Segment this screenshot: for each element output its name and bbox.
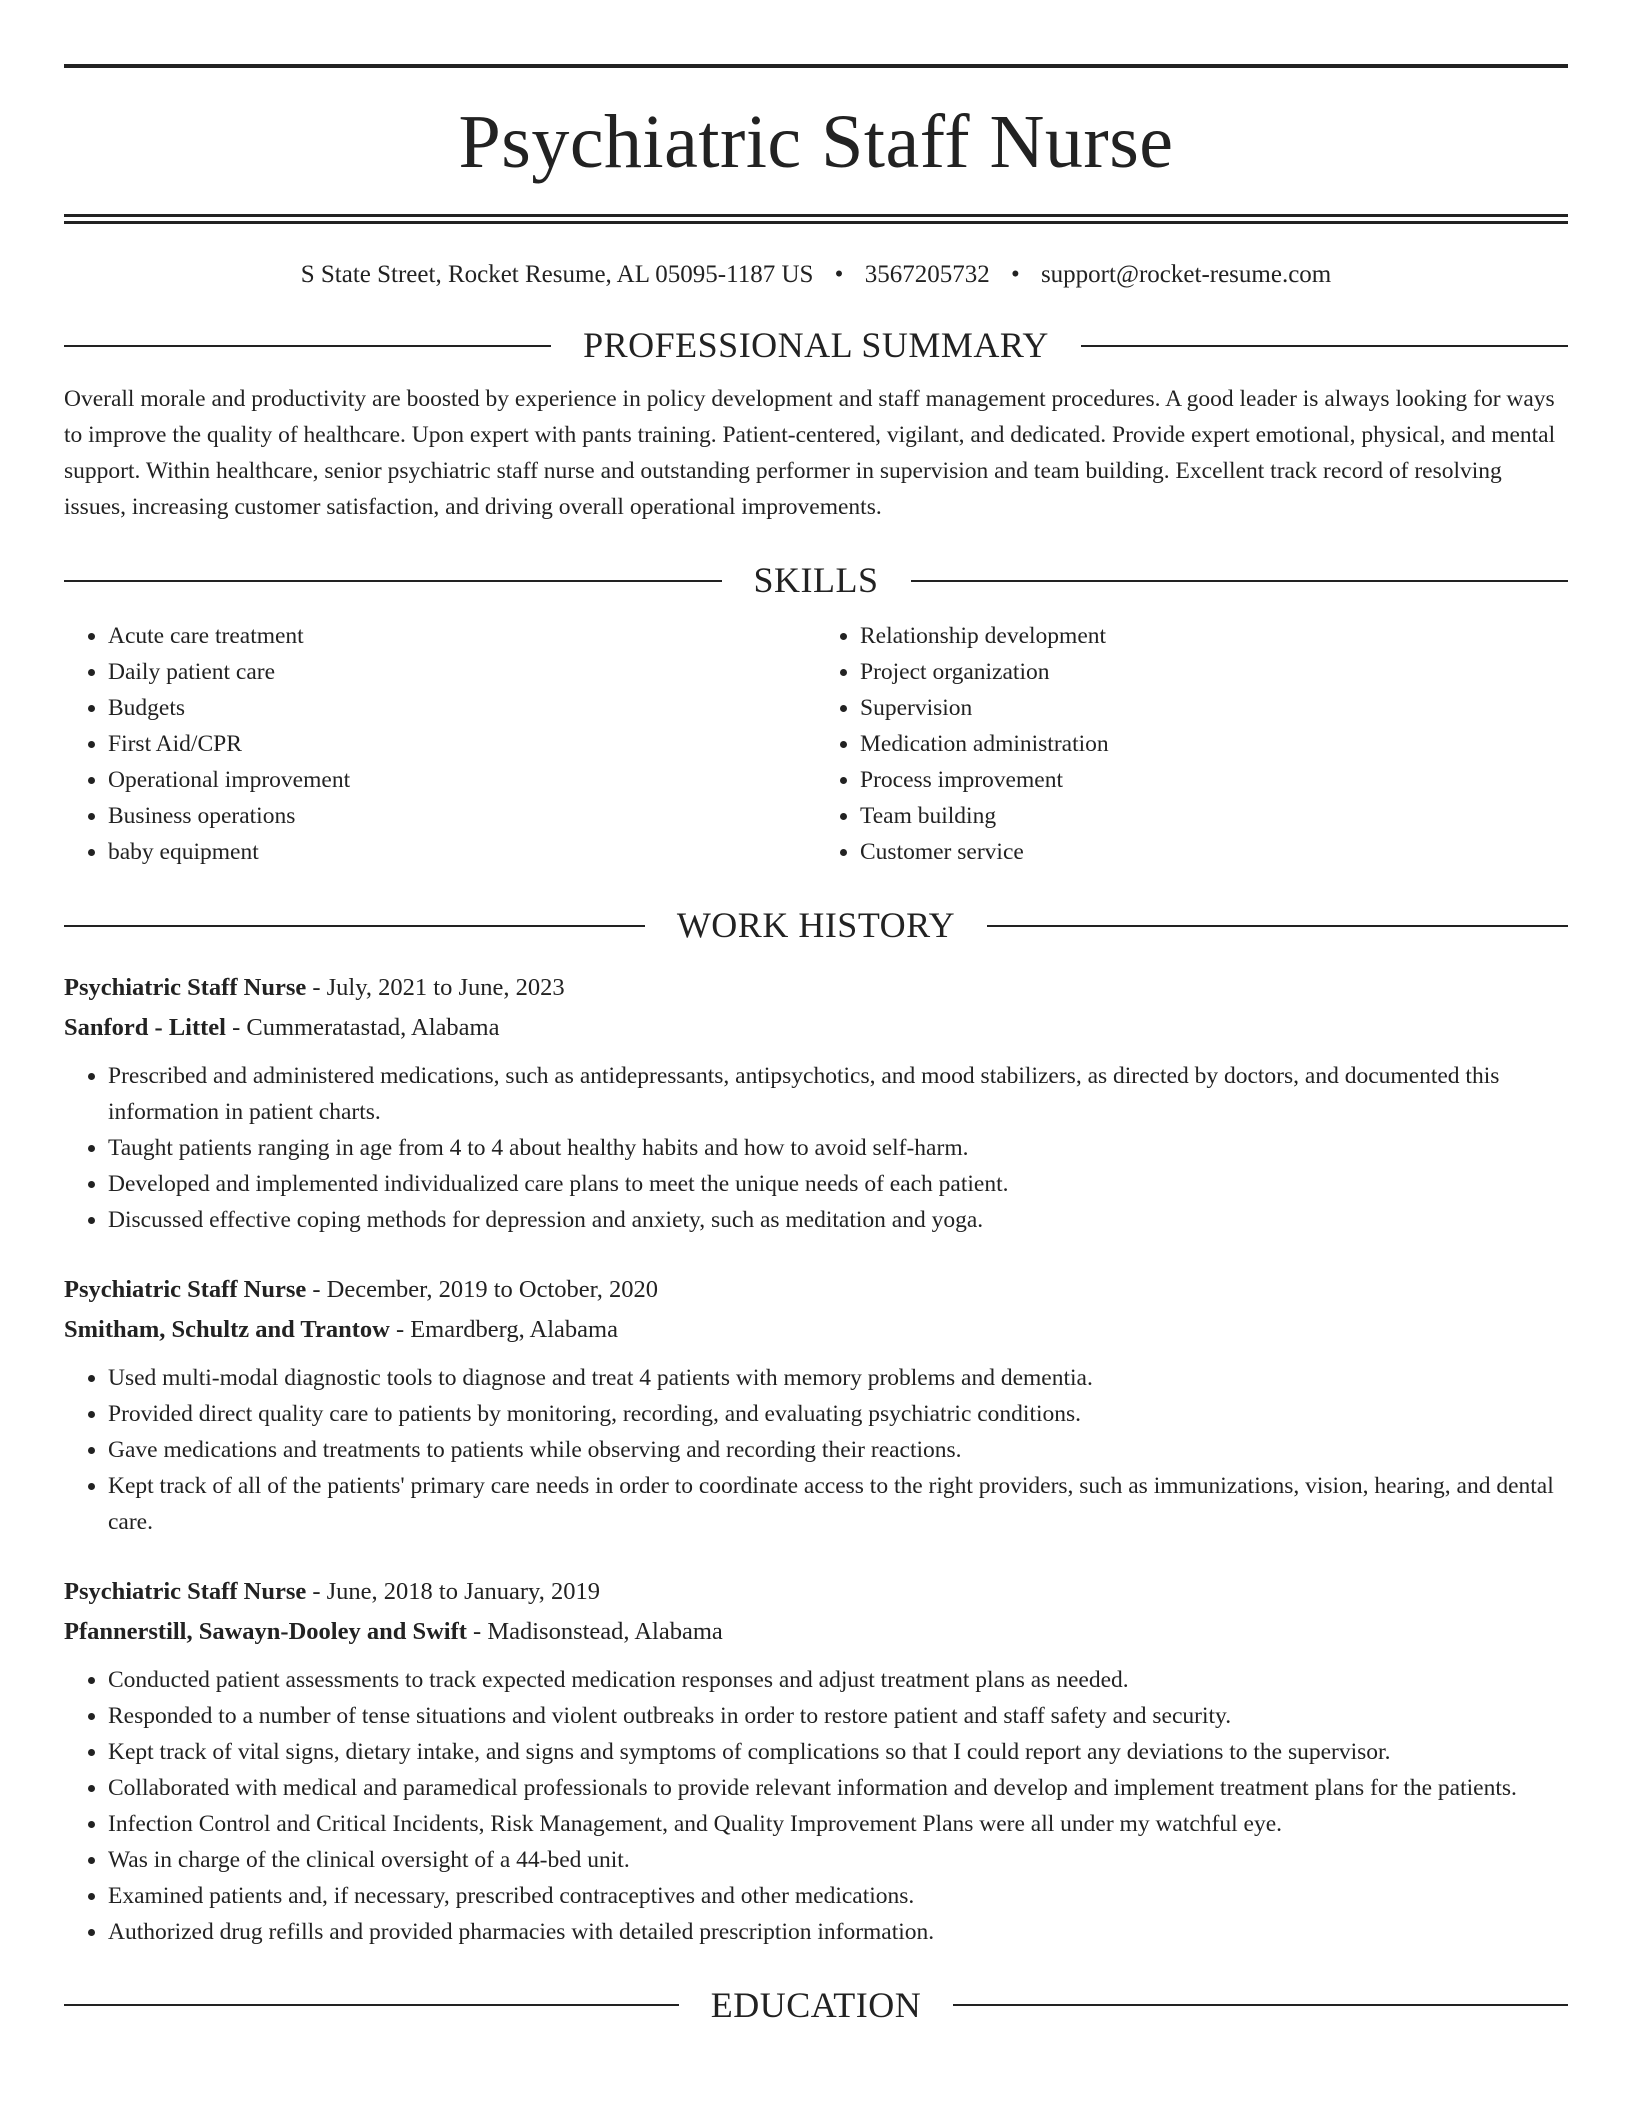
education-heading <box>64 1984 1568 2027</box>
job-location: - Cummeratastad, Alabama <box>225 1013 500 1041</box>
heading-rule <box>64 925 645 927</box>
candidate-name: Psychiatric Staff Nurse <box>458 100 1174 184</box>
job-bullet: • Provided direct quality care to patients by monitoring, recording, and evaluating psychiatric conditions. <box>108 1396 1568 1432</box>
job-dates: - June, 2018 to January, 2019 <box>306 1577 600 1605</box>
heading-rule <box>1081 345 1568 347</box>
job-dates: - December, 2019 to October, 2020 <box>306 1275 659 1303</box>
heading-rule <box>953 2004 1568 2006</box>
job-bullet: • Taught patients ranging in age from 4 to 4 about healthy habits and how to avoid self-harm. <box>108 1130 1568 1166</box>
work-history-title: WORK HISTORY <box>676 905 956 946</box>
skills-heading <box>64 559 1568 602</box>
job-bullet: • Examined patients and, if necessary, prescribed contraceptives and other medications. <box>108 1878 1568 1914</box>
job-location: - Emardberg, Alabama <box>389 1315 618 1343</box>
job-bullet: • Discussed effective coping methods for depression and anxiety, such as meditation and yoga. <box>108 1202 1568 1238</box>
skill-item: • Customer service <box>860 834 1568 870</box>
skill-item: • Process improvement <box>860 762 1568 798</box>
summary-title: PROFESSIONAL SUMMARY <box>583 325 1049 365</box>
job-bullet: • Responded to a number of tense situations and violent outbreaks in order to restore patient and staff safety and security. <box>108 1698 1568 1734</box>
heading-rule <box>64 345 551 347</box>
job-title-line <box>64 1572 1568 1612</box>
contact-separator: • <box>834 261 844 288</box>
heading-rule <box>911 580 1569 582</box>
job-bullets <box>64 1662 1568 1950</box>
job-bullet: • Conducted patient assessments to track expected medication responses and adjust treatment plans as needed. <box>108 1662 1568 1698</box>
education-title: EDUCATION <box>710 1984 922 2025</box>
summary-text: Overall morale and productivity are boosted by experience in policy development and staff management procedures. A good leader is always looking for ways to improve the quality of healthcare. Upon expert with pants training. Patient-centered, vigilant, and dedicated. Provide expert emotional, physical, and mental support. Within healthcare, senior psychiatric staff nurse and outstanding performer in supervision and team building. Excellent track record of resolving issues, increasing customer satisfaction, and driving overall operational improvements. <box>64 386 1556 521</box>
work-history-heading <box>64 904 1568 947</box>
skill-item: • Team building <box>860 798 1568 834</box>
contact-address: S State Street, Rocket Resume, AL 05095-1187 US <box>300 261 814 288</box>
skill-item: • baby equipment <box>108 834 816 870</box>
job-bullets <box>64 1058 1568 1238</box>
contact-separator: • <box>1010 261 1020 288</box>
job-bullet: • Gave medications and treatments to patients while observing and recording their reactions. <box>108 1432 1568 1468</box>
contact-line <box>64 260 1568 290</box>
skill-item: • Relationship development <box>860 618 1568 654</box>
skills-column-right <box>816 618 1568 870</box>
heading-rule <box>64 580 722 582</box>
skills-column-left <box>64 618 816 870</box>
skill-item: • First Aid/CPR <box>108 726 816 762</box>
skill-item: • Project organization <box>860 654 1568 690</box>
contact-email[interactable]: support@rocket-resume.com <box>1040 261 1332 288</box>
skill-item: • Operational improvement <box>108 762 816 798</box>
job-dates: - July, 2021 to June, 2023 <box>306 973 565 1001</box>
job-company-line <box>64 1310 1568 1350</box>
job-bullet: • Was in charge of the clinical oversight of a 44-bed unit. <box>108 1842 1568 1878</box>
skills-title: SKILLS <box>753 560 879 601</box>
skill-item: • Business operations <box>108 798 816 834</box>
job-bullet: • Used multi-modal diagnostic tools to diagnose and treat 4 patients with memory problems and dementia. <box>108 1360 1568 1396</box>
heading-rule <box>987 925 1568 927</box>
skill-item: • Acute care treatment <box>108 618 816 654</box>
double-rule <box>64 214 1568 224</box>
heading-rule <box>64 2004 679 2006</box>
job-title-line <box>64 968 1568 1008</box>
job-entry <box>64 1572 1568 1950</box>
job-bullet: • Collaborated with medical and paramedical professionals to provide relevant information and develop and implement treatment plans for the patients. <box>108 1770 1568 1806</box>
skill-item: • Budgets <box>108 690 816 726</box>
job-bullets <box>64 1360 1568 1540</box>
skills-list <box>64 618 1568 870</box>
job-company: Smitham, Schultz and Trantow <box>64 1315 390 1343</box>
job-location: - Madisonstead, Alabama <box>466 1617 723 1645</box>
skill-item: • Daily patient care <box>108 654 816 690</box>
job-bullet: • Prescribed and administered medications, such as antidepressants, antipsychotics, and mood stabilizers, as directed by doctors, and documented this information in patient charts. <box>108 1058 1568 1130</box>
job-company: Sanford - Littel <box>64 1013 226 1041</box>
job-company-line <box>64 1612 1568 1652</box>
job-title: Psychiatric Staff Nurse <box>64 973 307 1001</box>
job-bullet: • Developed and implemented individualized care plans to meet the unique needs of each patient. <box>108 1166 1568 1202</box>
skill-item: • Supervision <box>860 690 1568 726</box>
job-company-line <box>64 1008 1568 1048</box>
job-title: Psychiatric Staff Nurse <box>64 1275 307 1303</box>
job-bullet: • Kept track of all of the patients' primary care needs in order to coordinate access to the right providers, such as immunizations, vision, hearing, and dental care. <box>108 1468 1568 1540</box>
job-bullet: • Kept track of vital signs, dietary intake, and signs and symptoms of complications so that I could report any deviations to the supervisor. <box>108 1734 1568 1770</box>
job-entry <box>64 968 1568 1238</box>
job-bullet: • Infection Control and Critical Incidents, Risk Management, and Quality Improvement Plans were all under my watchful eye. <box>108 1806 1568 1842</box>
job-title-line <box>64 1270 1568 1310</box>
job-title: Psychiatric Staff Nurse <box>64 1577 307 1605</box>
summary-heading <box>64 324 1568 367</box>
job-bullet: • Authorized drug refills and provided pharmacies with detailed prescription information. <box>108 1914 1568 1950</box>
job-company: Pfannerstill, Sawayn-Dooley and Swift <box>64 1617 467 1645</box>
contact-phone: 3567205732 <box>864 261 990 288</box>
skill-item: • Medication administration <box>860 726 1568 762</box>
job-entry <box>64 1270 1568 1540</box>
